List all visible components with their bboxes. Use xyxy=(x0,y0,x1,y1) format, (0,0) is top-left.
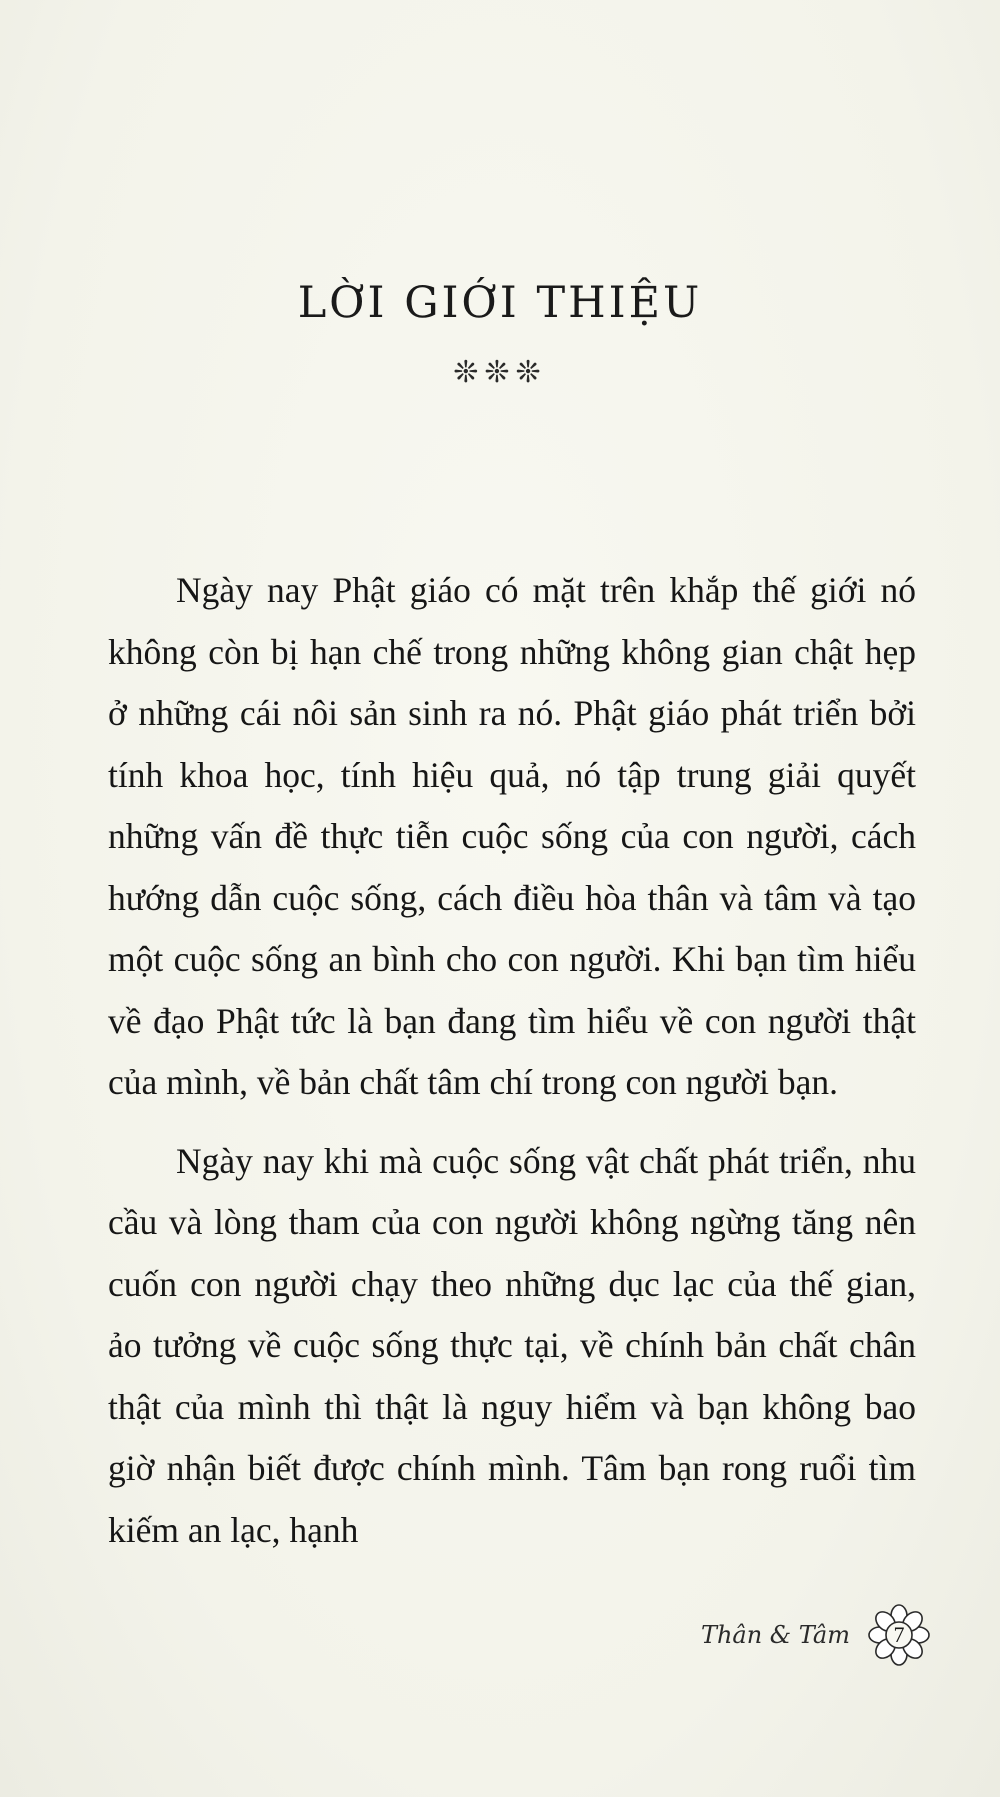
body-text xyxy=(108,560,916,1578)
chapter-title: LỜI GIỚI THIỆU xyxy=(297,278,703,328)
flower-page-badge xyxy=(868,1604,930,1666)
show-through-texture xyxy=(110,100,910,158)
paragraph-1: Ngày nay Phật giáo có mặt trên khắp thế giới nó không còn bị hạn chế trong những không gian chật hẹp ở những cái nôi sản sinh ra nó. Phật giáo phát triển bởi tính khoa học, tính hiệu quả, nó tập trung giải quyết những vấn đề thực tiễn cuộc sống của con người, cách hướng dẫn cuộc sống, cách điều hòa thân và tâm và tạo một cuộc sống an bình cho con người. Khi bạn tìm hiểu về đạo Phật tức là bạn đang tìm hiểu về con người thật của mình, về bản chất tâm chí trong con người bạn. xyxy=(108,570,916,1102)
page-footer xyxy=(701,1605,930,1665)
running-footer-title: Thân & Tâm xyxy=(700,1621,850,1649)
title-ornament: ❊❊❊ xyxy=(453,356,547,389)
page-number: 7 xyxy=(893,1622,905,1647)
paragraph-2: Ngày nay khi mà cuộc sống vật chất phát triển, nhu cầu và lòng tham của con người không ngừng tăng nên cuốn con người chạy theo những dục lạc của thế gian, ảo tưởng về cuộc sống thực tại, về chính bản chất chân thật của mình thì thật là nguy hiểm và bạn không bao giờ nhận biết được chính mình. Tâm bạn rong ruổi tìm kiếm an lạc, hạnh xyxy=(108,1140,916,1550)
